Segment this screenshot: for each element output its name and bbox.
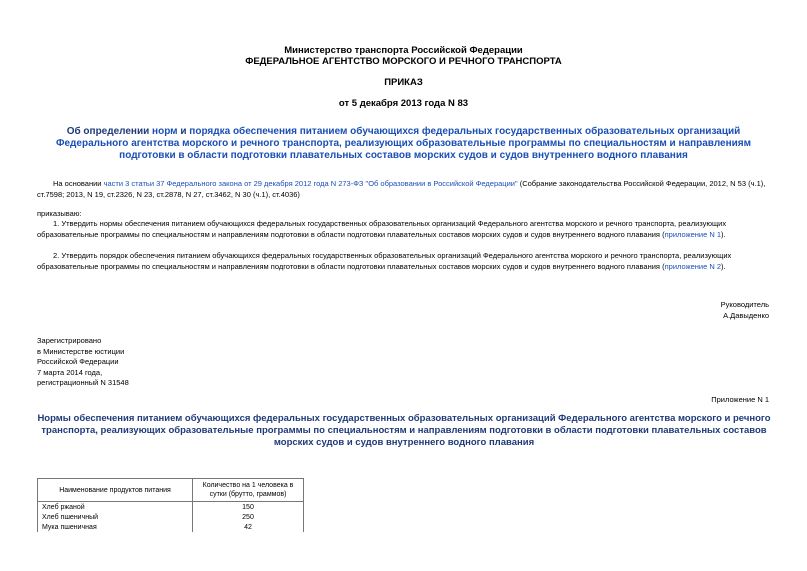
registration-line: Российской Федерации	[37, 357, 119, 366]
item-2-text: 2. Утвердить порядок обеспечения питанием обучающихся федеральных государственных образовательных организаций Федерального агентства морского и речного транспорта, реализующих образовательные программы по специальностям и направлениям подготовки в области подготовки плавательных составов морских судов и судов внутреннего водного плавания (	[37, 251, 732, 271]
signer-name: А.Давыденко	[723, 310, 769, 320]
basis-rest: (Собрание законодательства Российской Федерации, 2012, N 53 (ч.1), ст.7598; 2013, N 19, ст.2326, N 23, ст.2878, N 27, ст.3462, N 30 (ч.1), ст.4036)	[37, 179, 766, 199]
ministry-name: Министерство транспорта Российской Федерации	[284, 45, 523, 56]
subject-text-1: Об определении	[66, 126, 153, 137]
registration-block	[37, 336, 129, 389]
doc-type: ПРИКАЗ	[384, 77, 423, 88]
agency-name: ФЕДЕРАЛЬНОЕ АГЕНТСТВО МОРСКОГО И РЕЧНОГО ТРАНСПОРТА	[245, 56, 562, 67]
norms-link[interactable]: норм	[152, 126, 178, 137]
table-row	[38, 512, 304, 522]
product-quantity: 250	[193, 512, 304, 522]
order-date: от 5 декабря 2013 года N 83	[338, 98, 469, 109]
order-item-1	[37, 219, 767, 240]
annex-2-link[interactable]: приложение N 2	[664, 261, 722, 271]
registration-line: регистрационный N 31548	[37, 378, 129, 387]
product-name: Мука пшеничная	[38, 522, 193, 532]
basis-lead: На основании	[53, 179, 104, 188]
basis-paragraph	[37, 179, 767, 200]
order-subject	[36, 126, 771, 162]
annex-label: Приложение N 1	[711, 395, 769, 404]
table-header-row	[38, 479, 304, 502]
procedure-link[interactable]: порядка обеспечения питанием обучающихся федеральных государственных образовательных организаций Федерального агентства морского и речного транспорта, реализующих образовательные программы по специальностям и направлениям подготовки в области подготовки плавательных составов морских судов и судов внутреннего водного плавания	[55, 126, 752, 161]
column-header-product: Наименование продуктов питания	[38, 479, 193, 502]
law-link[interactable]: части 3 статьи 37 Федерального закона от 29 декабря 2012 года N 273-ФЗ "Об образовании в Российской Федерации"	[103, 179, 518, 188]
column-header-quantity: Количество на 1 человека в сутки (брутто, граммов)	[193, 479, 304, 502]
item-1-text: 1. Утвердить нормы обеспечения питанием обучающихся федеральных государственных образовательных организаций Федерального агентства морского и речного транспорта, реализующих образовательные программы по специальностям и направлениям подготовки в области подготовки плавательных составов морских судов и судов внутреннего водного плавания (	[37, 219, 727, 239]
registration-line: в Министерстве юстиции	[37, 346, 125, 356]
table-row	[38, 502, 304, 513]
item-2-tail: ).	[721, 261, 726, 271]
annex-title: Нормы обеспечения питанием обучающихся федеральных государственных образовательных организаций Федерального агентства морского и речного транспорта, реализующих образовательные программы по специальностям и направлениям подготовки в области подготовки плавательных составов морских судов и судов внутреннего водного плавания	[37, 413, 771, 448]
subject-text-2: и	[177, 126, 190, 137]
signer-position: Руководитель	[720, 300, 769, 309]
product-quantity: 42	[193, 522, 304, 532]
orders-word: приказываю:	[37, 209, 82, 218]
registration-line: Зарегистрировано	[37, 336, 102, 345]
item-1-tail: ).	[721, 229, 726, 239]
annex-1-link[interactable]: приложение N 1	[664, 229, 722, 239]
registration-line: 7 марта 2014 года,	[37, 367, 103, 377]
order-item-2	[37, 251, 767, 272]
product-name: Хлеб пшеничный	[38, 512, 193, 522]
product-name: Хлеб ржаной	[38, 502, 193, 513]
signature-block	[721, 300, 769, 321]
product-quantity: 150	[193, 502, 304, 513]
food-norms-table	[37, 478, 304, 532]
document-header	[0, 45, 807, 67]
table-row	[38, 522, 304, 532]
